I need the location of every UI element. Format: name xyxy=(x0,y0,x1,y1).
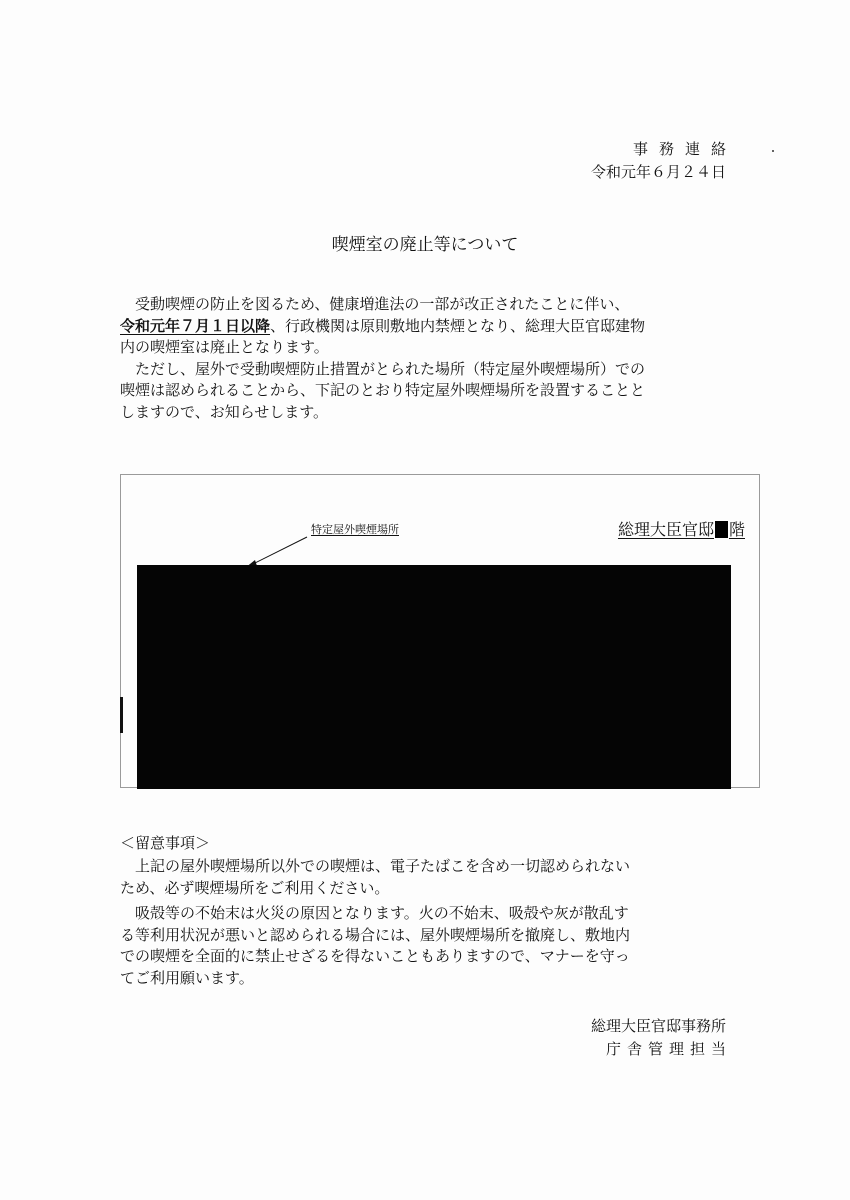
smoking-area-label: 特定屋外喫煙場所 xyxy=(311,523,399,536)
notes-heading: ＜留意事項＞ xyxy=(120,834,211,852)
document-title: 喫煙室の廃止等について xyxy=(331,235,519,255)
notes-line: 上記の屋外喫煙場所以外での喫煙は、電子たばこを含め一切認められない xyxy=(135,857,631,875)
floor-title-suffix: 階 xyxy=(728,520,745,539)
intro-paragraph xyxy=(120,294,732,423)
redaction-block xyxy=(715,521,728,538)
intro-line xyxy=(120,316,732,338)
smoking-area-map xyxy=(120,474,760,788)
notes-paragraphs xyxy=(120,856,732,989)
notes-line: てご利用願います。 xyxy=(120,968,254,987)
notes-line: ため、必ず喫煙場所をご利用ください。 xyxy=(120,878,390,897)
intro-line: 内の喫煙室は廃止となります。 xyxy=(120,338,329,356)
notes-line: る等利用状況が悪いと認められる場合には、屋外喫煙場所を撤廃し、敷地内 xyxy=(120,925,631,944)
intro-line: ただし、屋外で受動喫煙防止措置がとられた場所（特定屋外喫煙場所）での xyxy=(135,359,646,378)
effective-date-emphasis: 令和元年７月１日以降 xyxy=(120,316,271,335)
floor-title xyxy=(618,517,745,540)
scan-speck xyxy=(772,150,774,152)
document-date: 令和元年６月２４日 xyxy=(590,163,726,181)
floor-title-prefix: 総理大臣官邸 xyxy=(617,520,714,539)
document-type: 事務連絡 xyxy=(632,140,737,158)
signature-department: 庁舎管理担当 xyxy=(605,1040,732,1058)
notes-line: での喫煙を全面的に禁止せざるを得ないこともありますので、マナーを守っ xyxy=(120,947,630,965)
redacted-floor-plan xyxy=(137,565,731,789)
intro-line: 受動喫煙の防止を図るため、健康増進法の一部が改正されたことに伴い、 xyxy=(135,295,630,313)
intro-line-rest: 、行政機関は原則敷地内禁煙となり、総理大臣官邸建物 xyxy=(270,316,646,335)
notes-line: 吸殻等の不始末は火災の原因となります。火の不始末、吸殻や灰が散乱す xyxy=(135,904,629,922)
signature-office: 総理大臣官邸事務所 xyxy=(590,1017,726,1035)
frame-mark xyxy=(120,697,123,733)
intro-line: しますので、お知らせします。 xyxy=(120,402,329,421)
intro-line: 喫煙は認められることから、下記のとおり特定屋外喫煙場所を設置することと xyxy=(120,381,646,399)
